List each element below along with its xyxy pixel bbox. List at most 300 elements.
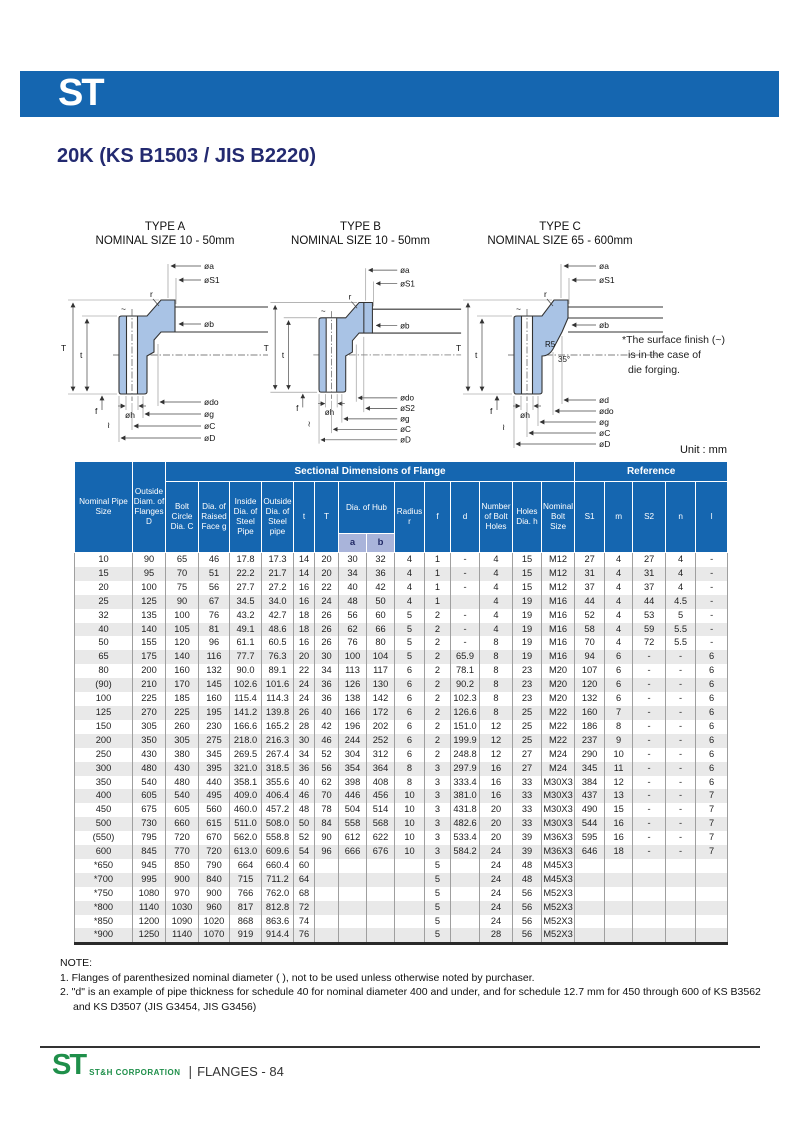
dim-label-odo: ødo [400,393,415,403]
table-cell: 380 [166,748,199,762]
table-cell: 34.5 [230,595,262,609]
col-header-T: T [315,482,339,553]
table-cell: 5.5 [666,623,696,637]
table-cell: 126 [339,678,367,692]
table-cell: 13 [605,789,633,803]
table-cell: 160 [166,664,199,678]
table-cell [666,915,696,929]
table-cell: 355.6 [262,776,294,790]
table-cell: - [451,636,480,650]
table-cell [575,915,605,929]
col-header-m: m [605,482,633,553]
col-header-n: n [666,482,696,553]
table-cell: - [633,678,666,692]
table-cell: 24 [480,859,513,873]
table-cell: 56 [339,609,367,623]
table-cell: 44 [575,595,605,609]
surface-finish-mark: ~ [320,306,326,316]
table-cell: 4 [480,553,513,567]
table-cell: 102.3 [451,692,480,706]
table-cell: 65 [166,553,199,567]
table-cell: 78.1 [451,664,480,678]
table-cell: 62 [315,776,339,790]
table-cell: 16 [294,581,315,595]
table-cell: 70 [315,789,339,803]
table-cell: 44 [633,595,666,609]
footer-st-logo: ST [52,1049,86,1081]
table-cell [395,887,425,901]
notes-heading: NOTE: [60,957,93,969]
dim-label-oc: øC [599,427,611,438]
table-cell: 230 [199,720,230,734]
table-cell: 26 [315,636,339,650]
col-header-s2: S2 [633,482,666,553]
table-cell: 1020 [199,915,230,929]
table-cell: 10 [395,817,425,831]
table-cell: - [666,831,696,845]
table-cell: 18 [294,623,315,637]
table-cell: 36 [367,567,395,581]
table-cell [666,928,696,943]
dim-label-t: t [80,349,83,360]
table-cell [451,901,480,915]
table-cell: 33 [513,803,542,817]
table-cell: 72 [633,636,666,650]
table-cell: M30X3 [542,803,575,817]
table-cell: - [666,748,696,762]
table-row [75,915,728,929]
table-cell: 27 [513,762,542,776]
table-cell: 395 [199,762,230,776]
table-cell: 4 [605,595,633,609]
table-cell: M30X3 [542,776,575,790]
table-cell: 75 [166,581,199,595]
table-cell: 670 [199,831,230,845]
col-header-outside-diam: Outside Diam. of Flanges D [133,462,166,553]
table-cell: 5 [395,636,425,650]
table-cell: 32 [75,609,133,623]
table-cell: 1140 [166,928,199,943]
table-cell: 26 [315,623,339,637]
table-cell: 20 [315,553,339,567]
table-cell: 8 [480,650,513,664]
table-cell [696,859,728,873]
table-cell: 1140 [133,901,166,915]
table-cell: 790 [199,859,230,873]
table-cell: M16 [542,609,575,623]
table-cell: 64 [294,873,315,887]
table-cell: - [451,567,480,581]
table-cell: 74 [294,915,315,929]
dim-label-og: øg [400,414,410,424]
table-cell: 16 [605,831,633,845]
table-cell: 56 [513,928,542,943]
table-cell: 150 [75,720,133,734]
table-cell [696,901,728,915]
table-cell: 612 [339,831,367,845]
table-cell: 2 [425,623,451,637]
table-cell: 3 [425,789,451,803]
page-title: 20K (KS B1503 / JIS B2220) [57,145,317,167]
table-row [75,720,728,734]
table-cell: 199.9 [451,734,480,748]
table-cell: 116 [199,650,230,664]
table-cell [605,901,633,915]
table-cell: 1080 [133,887,166,901]
table-cell: - [666,650,696,664]
table-cell: - [633,706,666,720]
table-cell: 26 [315,609,339,623]
table-cell: 850 [166,859,199,873]
table-cell: 42 [315,720,339,734]
notes-section [60,956,761,1015]
table-cell: 8 [605,720,633,734]
table-cell: 12 [480,734,513,748]
table-cell: 5 [395,650,425,664]
table-cell: M20 [542,664,575,678]
dim-label-oc: øC [400,424,411,434]
table-cell: - [696,623,728,637]
table-cell: 24 [480,873,513,887]
table-cell: 269.5 [230,748,262,762]
table-cell: 70 [166,567,199,581]
table-cell: 666 [339,845,367,859]
footer-page-label: FLANGES - 84 [197,1064,284,1079]
table-cell: 812.8 [262,901,294,915]
table-cell: 646 [575,845,605,859]
table-cell: - [696,567,728,581]
table-cell [451,915,480,929]
table-cell: 660 [166,817,199,831]
table-cell: 24 [294,678,315,692]
table-row [75,831,728,845]
table-cell: 195 [199,706,230,720]
table-cell: *750 [75,887,133,901]
table-cell [451,887,480,901]
table-cell [315,873,339,887]
table-cell: 125 [133,595,166,609]
dim-label-r: r [348,292,352,302]
table-cell: 10 [395,789,425,803]
table-cell [666,887,696,901]
table-cell: 304 [339,748,367,762]
table-cell [367,887,395,901]
table-cell: 318.5 [262,762,294,776]
table-cell: 160 [575,706,605,720]
table-cell: 4 [605,553,633,567]
table-cell [315,901,339,915]
col-header-outside-dia-pipe: Outside Dia. of Steel pipe [262,482,294,553]
table-row [75,581,728,595]
table-cell: - [666,734,696,748]
table-cell: 46 [315,734,339,748]
table-cell: 61.1 [230,636,262,650]
table-cell: 33 [513,776,542,790]
table-cell: 275 [199,734,230,748]
table-cell: 1 [425,581,451,595]
table-cell: 104 [367,650,395,664]
table-cell: 450 [75,803,133,817]
surface-note-line2: is in the case of [628,349,701,362]
dim-label-os1: øS1 [204,274,220,285]
table-cell: 430 [166,762,199,776]
table-cell: 20 [480,817,513,831]
table-cell: 1 [425,553,451,567]
dim-label-oc: øC [204,420,216,431]
col-header-t: t [294,482,315,553]
table-cell: 10 [395,845,425,859]
dim-label-odo: ødo [204,396,219,407]
table-cell: 4 [605,636,633,650]
table-cell [395,928,425,943]
table-cell: 76 [339,636,367,650]
table-cell: 430 [133,748,166,762]
table-cell: 4 [480,623,513,637]
st-logo: ST [58,72,103,114]
table-cell: 27 [575,553,605,567]
table-cell: - [633,720,666,734]
table-cell: 5 [395,623,425,637]
col-header-s1: S1 [575,482,605,553]
table-cell: M52X3 [542,928,575,943]
table-cell: 4 [666,581,696,595]
table-cell: 140 [133,623,166,637]
table-cell: 6 [696,692,728,706]
table-cell: 5 [425,887,451,901]
diagram-c-title [450,220,670,249]
table-cell: M20 [542,678,575,692]
table-cell: 96 [315,845,339,859]
table-cell: 19 [513,650,542,664]
table-cell: 20 [315,567,339,581]
table-cell: 185 [166,692,199,706]
table-cell: 24 [315,595,339,609]
table-cell: 31 [575,567,605,581]
table-cell: 615 [199,817,230,831]
table-cell: M52X3 [542,887,575,901]
table-cell: 11 [605,762,633,776]
table-cell: 56 [513,901,542,915]
table-cell [315,887,339,901]
table-cell: M20 [542,692,575,706]
table-cell: 4 [666,567,696,581]
table-cell: 715 [230,873,262,887]
flange-section-drawing-b [258,252,463,457]
table-cell: 80 [367,636,395,650]
table-cell: 12 [605,776,633,790]
table-cell: 72 [294,901,315,915]
table-cell: 297.9 [451,762,480,776]
table-cell: 37 [575,581,605,595]
table-cell: 1 [425,567,451,581]
table-cell: M36X3 [542,845,575,859]
col-header-bolt-circle: Bolt Circle Dia. C [166,482,199,553]
table-cell [605,915,633,929]
table-cell: 100 [75,692,133,706]
table-cell: - [666,678,696,692]
table-cell: 42.7 [262,609,294,623]
table-cell: 500 [75,817,133,831]
diagram-b-name: TYPE B [340,221,381,233]
dim-label-f: f [95,405,98,416]
table-cell: 39 [513,845,542,859]
table-cell: 305 [166,734,199,748]
dim-label-oa: øa [400,265,410,275]
table-cell: M30X3 [542,789,575,803]
table-cell: 15 [605,803,633,817]
table-cell: 31 [633,567,666,581]
table-cell: 10 [395,803,425,817]
table-cell: - [666,803,696,817]
table-cell: 514 [367,803,395,817]
table-cell: 1200 [133,915,166,929]
table-cell [575,873,605,887]
table-cell: M36X3 [542,831,575,845]
diagram-b-title [258,220,463,249]
table-cell: 46 [199,553,230,567]
table-cell: - [451,553,480,567]
table-cell: 30 [294,734,315,748]
table-cell: 32 [367,553,395,567]
table-cell: 480 [133,762,166,776]
table-cell: 868 [230,915,262,929]
table-cell: 107 [575,664,605,678]
table-cell: 19 [513,636,542,650]
table-cell: 27.7 [230,581,262,595]
table-cell: 1030 [166,901,199,915]
table-cell: 90.2 [451,678,480,692]
table-cell: 196 [339,720,367,734]
table-cell: 2 [425,664,451,678]
table-cell: 100 [133,581,166,595]
table-cell: 4 [605,623,633,637]
table-cell: 2 [425,720,451,734]
note-1: 1. Flanges of parenthesized nominal diameter ( ), not to be used unless otherwise noted by purchaser. [60,971,535,984]
table-cell: 18 [294,609,315,623]
table-cell: M22 [542,720,575,734]
table-cell: - [633,734,666,748]
table-cell: 6 [395,706,425,720]
table-cell: 312 [367,748,395,762]
table-cell: 126.6 [451,706,480,720]
table-cell: 28 [480,928,513,943]
table-cell: 48 [339,595,367,609]
table-cell: 56 [199,581,230,595]
table-cell: 15 [75,567,133,581]
table-cell: 132 [199,664,230,678]
table-cell [605,928,633,943]
table-cell [575,887,605,901]
table-cell: 22.2 [230,567,262,581]
table-cell: 8 [480,706,513,720]
table-cell: 24 [294,692,315,706]
table-row [75,762,728,776]
table-cell: 8 [480,664,513,678]
table-cell: 333.4 [451,776,480,790]
table-cell: 24 [480,845,513,859]
table-cell: 139.8 [262,706,294,720]
table-cell: 4 [480,609,513,623]
table-cell: 945 [133,859,166,873]
table-cell: 605 [166,803,199,817]
dim-label-T: T [61,342,67,353]
table-cell: 8 [395,776,425,790]
group-header-reference: Reference [575,462,728,482]
dim-label-oa: øa [599,260,609,271]
table-cell: 67 [199,595,230,609]
table-cell: 5 [395,609,425,623]
table-cell: - [666,776,696,790]
table-cell: 900 [199,887,230,901]
table-cell: M45X3 [542,873,575,887]
table-cell: 511.0 [230,817,262,831]
table-cell: 4 [480,567,513,581]
table-cell: 6 [395,720,425,734]
table-cell: 40 [294,776,315,790]
table-cell: 7 [696,803,728,817]
table-cell: 364 [367,762,395,776]
table-cell: 90.0 [230,664,262,678]
page-footer [52,1051,284,1080]
table-cell: 676 [367,845,395,859]
table-cell [395,915,425,929]
table-cell: 664 [230,859,262,873]
table-cell: 2 [425,678,451,692]
table-cell: 1250 [133,928,166,943]
flange-table-body [75,553,728,944]
table-cell: 3 [425,831,451,845]
table-cell: 7 [696,831,728,845]
table-cell: 22 [315,581,339,595]
table-cell: 4 [605,581,633,595]
table-cell: 558.8 [262,831,294,845]
table-cell [339,887,367,901]
table-cell: 495 [199,789,230,803]
table-row [75,803,728,817]
unit-label: Unit : mm [679,444,727,456]
table-cell: 117 [367,664,395,678]
table-cell: M16 [542,623,575,637]
diagram-a-name: TYPE A [144,221,186,233]
table-cell: 105 [166,623,199,637]
diagram-b-size-range: NOMINAL SIZE 10 - 50mm [291,235,430,248]
table-row [75,664,728,678]
note-2-continued: and KS D3507 (JIS G3454, JIS G3456) [73,1001,257,1014]
dim-label-os2: øS2 [400,403,415,413]
table-cell: 52 [294,831,315,845]
table-cell: 6 [696,776,728,790]
table-row [75,928,728,943]
table-cell: 50 [367,595,395,609]
table-cell: 613.0 [230,845,262,859]
table-cell: 90 [133,553,166,567]
table-cell: 4 [395,567,425,581]
table-cell: 166.6 [230,720,262,734]
table-cell: 36 [294,762,315,776]
table-cell: 345 [199,748,230,762]
table-cell: *650 [75,859,133,873]
table-cell [633,887,666,901]
table-cell: 12 [480,748,513,762]
table-cell: 6 [605,650,633,664]
table-cell: - [633,789,666,803]
table-cell: - [451,581,480,595]
table-cell: 2 [425,706,451,720]
table-cell: 120 [575,678,605,692]
table-row [75,678,728,692]
table-cell [315,859,339,873]
table-cell: - [633,692,666,706]
